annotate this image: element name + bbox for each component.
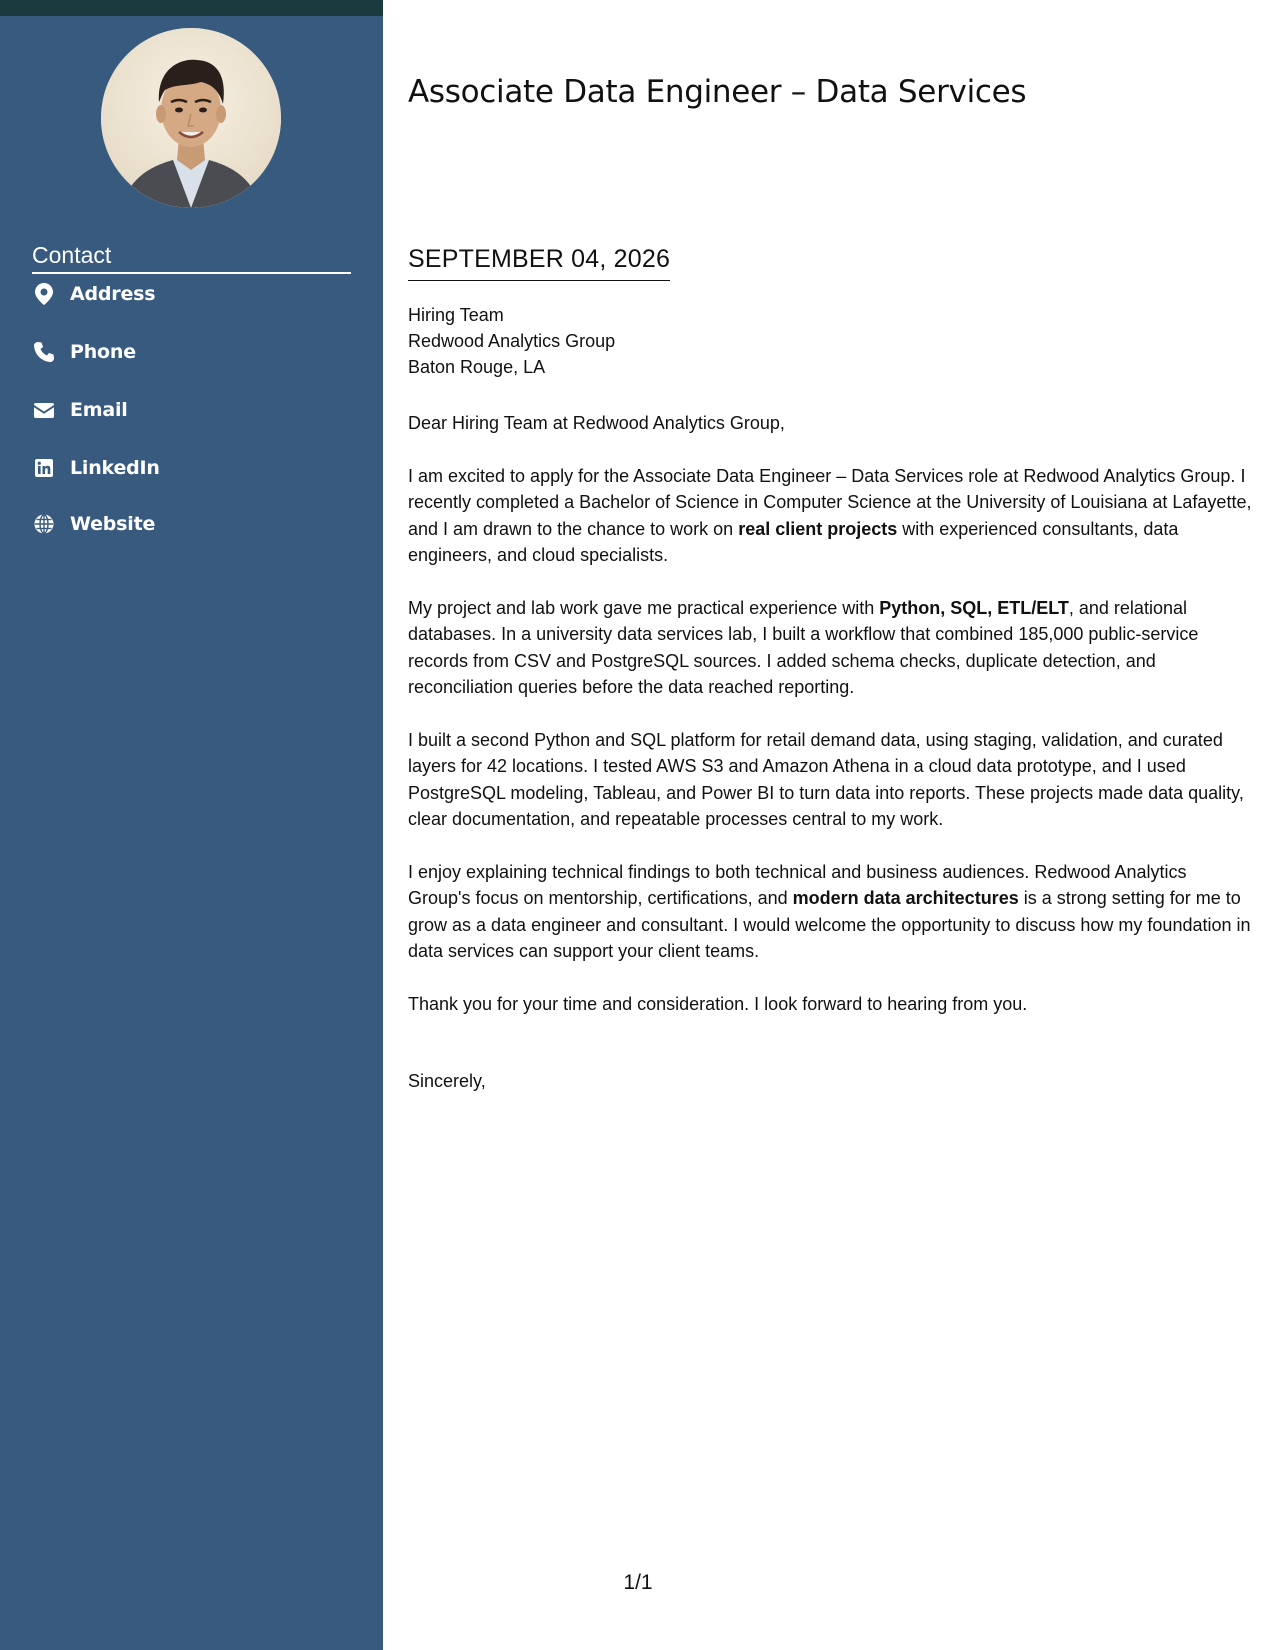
envelope-icon — [32, 398, 56, 422]
contact-heading: Contact — [32, 240, 351, 274]
paragraph-3: I built a second Python and SQL platform for retail demand data, using staging, validation, and curated layers for 42 locations. I tested AWS S3 and Amazon Athena in a cloud data prototype, and I used PostgreSQL modeling, Tableau, and Power BI to turn data into reports. These projects made data quality, clear documentation, and repeatable processes central to my work. — [408, 729, 1244, 830]
letter-date: SEPTEMBER 04, 2026 — [408, 243, 670, 281]
contact-label: Phone — [70, 341, 136, 363]
contact-item-phone[interactable] — [32, 337, 136, 367]
letter-content — [408, 410, 1253, 1044]
closing: Sincerely, — [408, 1071, 486, 1091]
contact-item-address[interactable] — [32, 279, 155, 309]
sidebar — [0, 0, 383, 1650]
job-title: Associate Data Engineer – Data Services — [408, 74, 1027, 110]
date-block — [408, 243, 670, 281]
globe-icon — [32, 512, 56, 536]
sidebar-top-bar — [0, 0, 383, 16]
page-number: 1/1 — [623, 1571, 653, 1594]
profile-photo — [101, 28, 281, 208]
contact-label: Website — [70, 513, 156, 535]
contact-item-email[interactable] — [32, 395, 128, 425]
avatar — [101, 28, 281, 208]
contact-label: LinkedIn — [70, 457, 160, 479]
paragraph-5: Thank you for your time and consideration. I look forward to hearing from you. — [408, 993, 1028, 1014]
linkedin-icon — [32, 456, 56, 480]
emphasis: modern data architectures — [792, 888, 1019, 909]
emphasis: Python, SQL, ETL/ELT — [879, 597, 1069, 618]
contact-label: Email — [70, 399, 128, 421]
contact-item-linkedin[interactable] — [32, 453, 160, 483]
recipient-line: Hiring Team — [408, 305, 504, 325]
phone-icon — [32, 340, 56, 364]
paragraph-4: I enjoy explaining technical findings to both technical and business audiences. Redwood Analytics Group's focus on mentorship, certifications, and modern data architectures is a strong setting for me to grow as a data engineer and consultant. I would welcome the opportunity to discuss how my foundation in data services can support your client teams. — [408, 861, 1251, 962]
contact-label: Address — [70, 283, 156, 305]
contact-item-website[interactable] — [32, 509, 155, 539]
emphasis: real client projects — [738, 518, 898, 539]
recipient-line: Redwood Analytics Group — [408, 331, 616, 351]
paragraph-2: My project and lab work gave me practical experience with Python, SQL, ETL/ELT, and relational databases. In a university data services lab, I built a workflow that combined 185,000 public-service records from CSV and PostgreSQL sources. I added schema checks, duplicate detection, and reconciliation queries before the data reached reporting. — [408, 597, 1199, 698]
recipient-block — [408, 302, 615, 380]
salutation: Dear Hiring Team at Redwood Analytics Group, — [408, 413, 785, 433]
recipient-line: Baton Rouge, LA — [408, 357, 546, 377]
map-pin-icon — [32, 282, 56, 306]
paragraph-1: I am excited to apply for the Associate Data Engineer – Data Services role at Redwood Analytics Group. I recently completed a Bachelor of Science in Computer Science at the University of Louisiana at Lafayette, and I am drawn to the chance to work on real client projects with experienced consultants, data engineers, and cloud specialists. — [408, 465, 1252, 566]
